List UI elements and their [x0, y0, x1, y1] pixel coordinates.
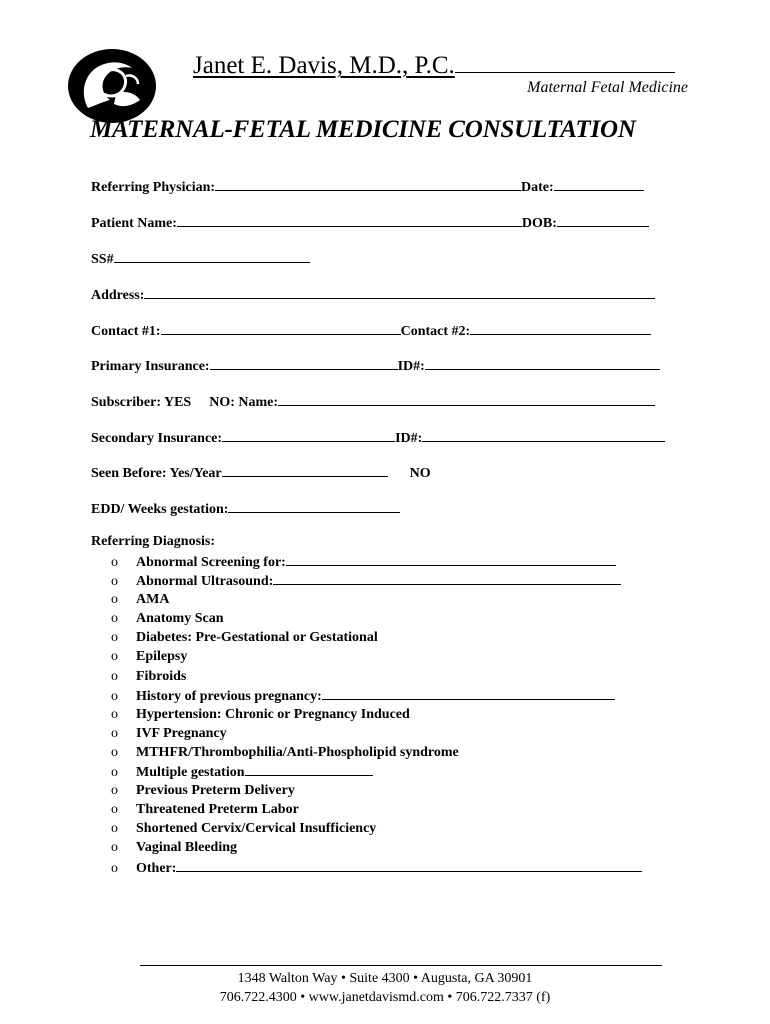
diagnosis-anatomy-scan[interactable]: [111, 609, 642, 628]
patient-name-row: [91, 213, 649, 231]
bullet: o: [111, 783, 118, 799]
form-title: MATERNAL-FETAL MEDICINE CONSULTATION: [90, 116, 636, 143]
mother-and-child-logo-icon: [66, 46, 158, 126]
diagnosis-multiple-gestation[interactable]: [111, 762, 642, 781]
patient-name-field[interactable]: [177, 213, 522, 227]
diagnosis-hypertension[interactable]: [111, 705, 642, 724]
diagnosis-label: Shortened Cervix/Cervical Insufficiency: [136, 821, 377, 837]
diagnosis-label: Multiple gestation: [136, 765, 245, 781]
subscriber-yes-label: Subscriber: YES: [91, 395, 192, 410]
diagnosis-previous-preterm-delivery[interactable]: [111, 781, 642, 800]
diagnosis-ivf-pregnancy[interactable]: [111, 724, 642, 743]
diagnosis-epilepsy[interactable]: [111, 647, 642, 666]
diagnosis-shortened-cervix[interactable]: [111, 819, 642, 838]
footer-address: 1348 Walton Way • Suite 4300 • Augusta, GA 30901: [237, 971, 533, 986]
bullet: o: [111, 649, 118, 665]
primary-id-label: ID#:: [397, 359, 425, 374]
footer-contact: 706.722.4300 • www.janetdavismd.com • 706.722.7337 (f): [219, 990, 551, 1005]
bullet: o: [111, 555, 118, 570]
contact-row: [91, 321, 651, 339]
subscriber-name-label: NO: Name:: [209, 395, 279, 410]
seen-before-row: [91, 463, 431, 481]
diagnosis-label: Fibroids: [136, 668, 187, 684]
address-label: Address:: [91, 288, 145, 303]
diagnosis-fibroids[interactable]: [111, 667, 642, 686]
diagnosis-label: Vaginal Bleeding: [136, 840, 238, 856]
patient-name-label: Patient Name:: [91, 216, 177, 231]
ss-label: SS#: [91, 252, 114, 267]
diagnosis-diabetes[interactable]: [111, 628, 642, 647]
other-field[interactable]: [176, 858, 642, 872]
address-row: [91, 285, 655, 303]
diagnosis-mthfr[interactable]: [111, 743, 642, 762]
seen-before-no-label: NO: [409, 466, 431, 481]
bullet: o: [111, 706, 118, 722]
referring-physician-field[interactable]: [215, 177, 521, 191]
referring-physician-row: [91, 177, 644, 195]
diagnosis-abnormal-screening[interactable]: [111, 552, 642, 571]
bullet: o: [111, 821, 118, 837]
diagnosis-label: Threatened Preterm Labor: [136, 802, 299, 818]
abnormal-ultrasound-field[interactable]: [273, 571, 621, 585]
diagnosis-threatened-preterm-labor[interactable]: [111, 800, 642, 819]
primary-insurance-row: [91, 356, 660, 374]
diagnosis-label: Hypertension: Chronic or Pregnancy Induced: [136, 706, 410, 722]
primary-insurance-field[interactable]: [210, 356, 398, 370]
diagnosis-ama[interactable]: [111, 590, 642, 609]
secondary-insurance-field[interactable]: [222, 428, 395, 442]
dob-label: DOB:: [521, 216, 557, 231]
dob-field[interactable]: [557, 213, 649, 227]
bullet: o: [111, 611, 118, 627]
practice-name-rule: [455, 50, 675, 73]
bullet: o: [111, 688, 118, 704]
edd-row: [91, 499, 400, 517]
diagnosis-label: Abnormal Screening for:: [136, 555, 286, 570]
bullet: o: [111, 668, 118, 684]
diagnosis-label: Epilepsy: [136, 649, 188, 665]
bullet: o: [111, 765, 118, 781]
bullet: o: [111, 840, 118, 856]
diagnosis-label: Other:: [136, 860, 177, 876]
history-previous-pregnancy-field[interactable]: [322, 686, 615, 700]
practice-name-text: Janet E. Davis, M.D., P.C.: [193, 52, 455, 79]
multiple-gestation-field[interactable]: [245, 762, 373, 776]
primary-insurance-label: Primary Insurance:: [91, 359, 210, 374]
secondary-insurance-row: [91, 428, 665, 446]
diagnosis-other[interactable]: [111, 858, 642, 877]
diagnosis-label: History of previous pregnancy:: [136, 688, 322, 704]
diagnosis-label: Anatomy Scan: [136, 611, 224, 627]
ss-row: [91, 249, 310, 267]
diagnosis-vaginal-bleeding[interactable]: [111, 838, 642, 857]
contact1-field[interactable]: [161, 321, 401, 335]
subscriber-row: [91, 392, 655, 410]
bullet: o: [111, 725, 118, 741]
bullet: o: [111, 860, 118, 876]
address-field[interactable]: [144, 285, 655, 299]
referring-physician-label: Referring Physician:: [91, 180, 216, 195]
diagnosis-label: MTHFR/Thrombophilia/Anti-Phospholipid syndrome: [136, 744, 459, 760]
secondary-id-field[interactable]: [422, 428, 665, 442]
bullet: o: [111, 744, 118, 760]
referring-diagnosis-list: [111, 552, 642, 877]
primary-id-field[interactable]: [425, 356, 660, 370]
date-label: Date:: [521, 180, 554, 195]
seen-before-field[interactable]: [222, 463, 388, 477]
diagnosis-label: AMA: [136, 592, 170, 608]
date-field[interactable]: [554, 177, 644, 191]
referring-diagnosis-title: Referring Diagnosis:: [91, 534, 216, 549]
footer-divider: [140, 965, 662, 966]
bullet: o: [111, 630, 118, 646]
bullet: o: [111, 802, 118, 818]
abnormal-screening-field[interactable]: [286, 552, 616, 566]
contact2-label: Contact #2:: [400, 324, 471, 339]
bullet: o: [111, 592, 118, 608]
diagnosis-history-previous-pregnancy[interactable]: [111, 686, 642, 705]
subscriber-name-field[interactable]: [278, 392, 655, 406]
practice-name: [193, 50, 675, 81]
diagnosis-label: Previous Preterm Delivery: [136, 783, 295, 799]
contact1-label: Contact #1:: [91, 324, 161, 339]
edd-field[interactable]: [228, 499, 400, 513]
secondary-id-label: ID#:: [395, 431, 423, 446]
practice-specialty: Maternal Fetal Medicine: [527, 79, 688, 96]
diagnosis-label: Diabetes: Pre-Gestational or Gestational: [136, 630, 378, 646]
seen-before-label: Seen Before: Yes/Year: [91, 466, 222, 481]
diagnosis-label: IVF Pregnancy: [136, 725, 227, 741]
ss-field[interactable]: [114, 249, 310, 263]
contact2-field[interactable]: [470, 321, 651, 335]
diagnosis-abnormal-ultrasound[interactable]: [111, 571, 642, 590]
secondary-insurance-label: Secondary Insurance:: [91, 431, 223, 446]
diagnosis-label: Abnormal Ultrasound:: [136, 574, 274, 590]
bullet: o: [111, 574, 118, 590]
edd-label: EDD/ Weeks gestation:: [91, 502, 229, 517]
